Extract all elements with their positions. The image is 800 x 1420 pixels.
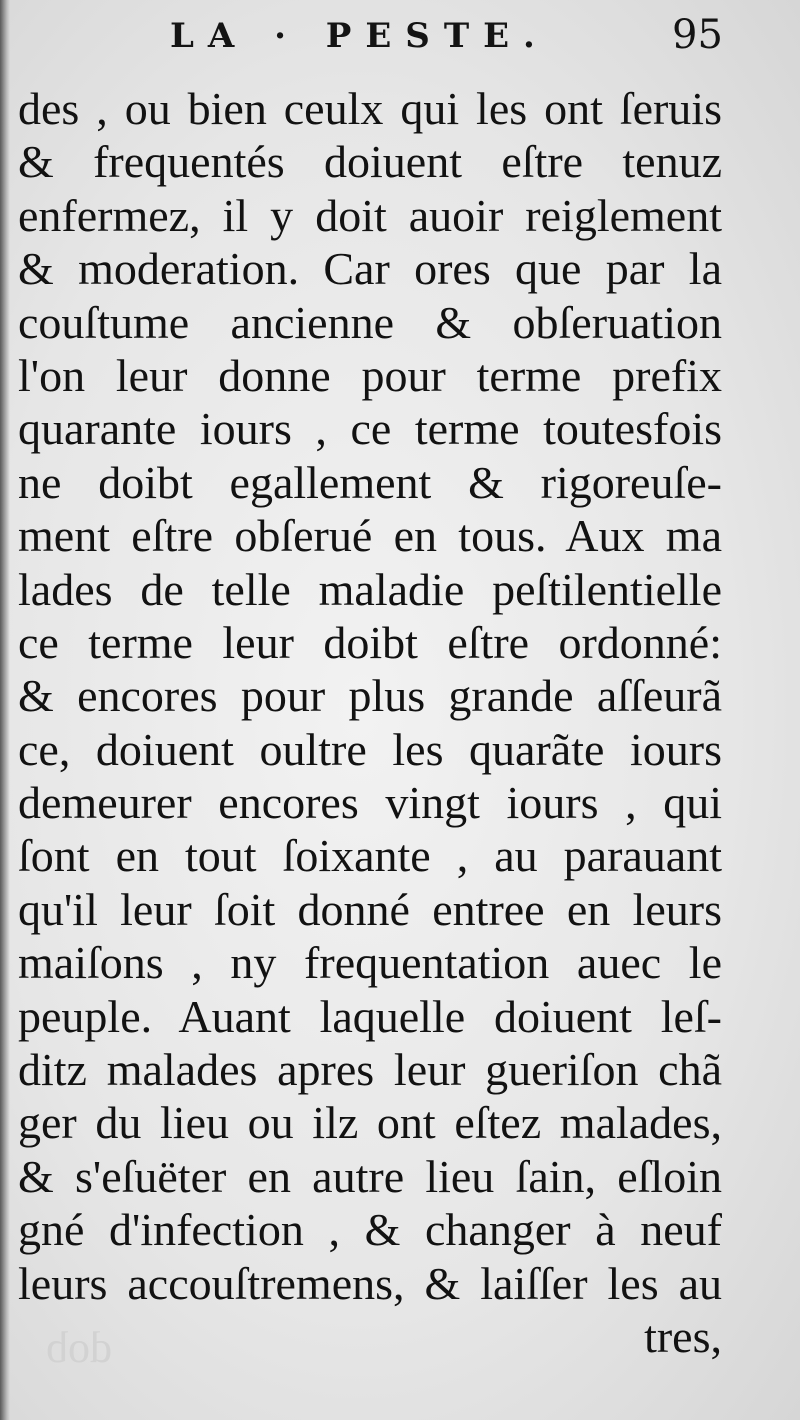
text-line: & frequentés doiuent eſtre tenuz — [18, 136, 722, 188]
text-line: des , ou bien ceulx qui les ont ſeruis — [18, 83, 722, 134]
body-text — [18, 82, 722, 1363]
text-line: ce, doiuent oultre les quarãte iours — [18, 723, 722, 775]
text-line: demeurer encores vingt iours , qui — [18, 777, 722, 829]
running-head — [0, 12, 800, 68]
text-line: enfermez, il y doit auoir reiglement — [18, 189, 722, 241]
text-line: ce terme leur doibt eſtre ordonné: — [18, 616, 722, 668]
text-line: peuple. Auant laquelle doiuent leſ- — [18, 990, 722, 1042]
text-line: & moderation. Car ores que par la — [18, 243, 722, 295]
text-line: ger du lieu ou ilz ont eſtez malades, — [18, 1097, 722, 1149]
page-number: 95 — [672, 12, 723, 58]
text-line: couſtume ancienne & obſeruation — [18, 296, 722, 348]
text-line: & s'eſuëter en autre lieu ſain, eſloin — [18, 1150, 722, 1202]
text-line: ditz malades apres leur gueriſon chã — [18, 1044, 722, 1096]
text-line: quarante iours , ce terme toutesfois — [18, 403, 722, 455]
text-line: ne doibt egallement & rigoreuſe- — [18, 456, 722, 508]
text-line: & encores pour plus grande aſſeurã — [18, 670, 722, 722]
running-title: LA · PESTE. — [170, 16, 549, 56]
text-line: maiſons , ny frequentation auec le — [18, 937, 722, 989]
text-line: lades de telle maladie peſtilentielle — [18, 563, 722, 615]
text-line: ſont en tout ſoixante , au parauant — [18, 830, 722, 882]
binding-gutter-shadow — [0, 0, 10, 1420]
show-through-ink: dob — [46, 1323, 112, 1372]
text-line: leurs accouſtremens, & laiſſer les au — [18, 1257, 722, 1309]
text-line: l'on leur donne pour terme prefix — [18, 349, 722, 401]
catchword-line: tres, — [644, 1310, 722, 1362]
text-line: ment eſtre obſerué en tous. Aux ma — [18, 510, 722, 562]
text-line: qu'il leur ſoit donné entree en leurs — [18, 883, 722, 935]
text-line: gné d'infection , & changer à neuf — [18, 1204, 722, 1256]
